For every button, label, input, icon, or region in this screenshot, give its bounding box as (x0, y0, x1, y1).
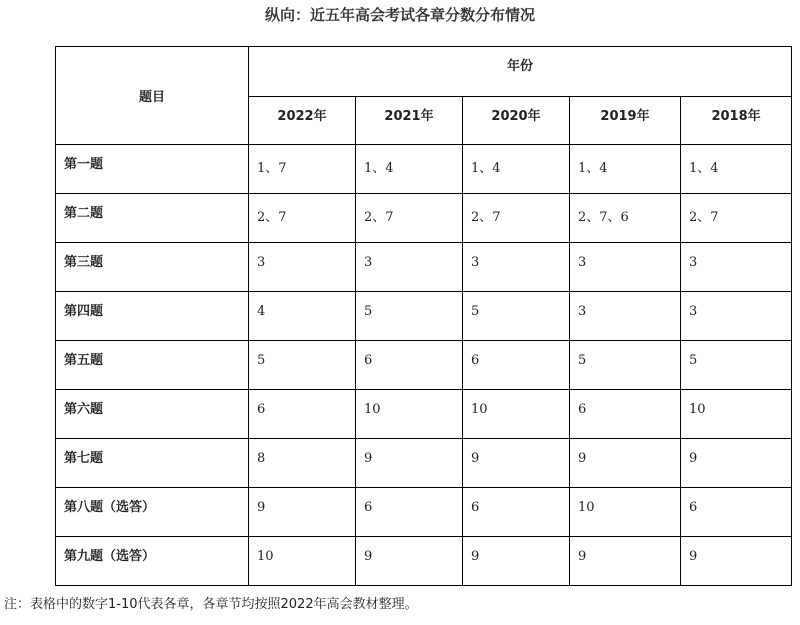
table-cell: 6 (570, 390, 681, 439)
table-cell: 2、7 (356, 194, 463, 243)
question-name: 第四题 (56, 292, 249, 341)
header-question (56, 47, 249, 145)
question-name: 第六题 (56, 390, 249, 439)
table-row (56, 488, 792, 537)
page-title: 纵向：近五年高会考试各章分数分布情况 (264, 6, 535, 24)
table-cell: 2、7 (681, 194, 792, 243)
table-cell: 9 (463, 439, 570, 488)
table-row (56, 439, 792, 488)
question-name: 第七题 (56, 439, 249, 488)
table-row (56, 194, 792, 243)
table-cell: 9 (681, 439, 792, 488)
header-year: 2018年 (681, 97, 792, 145)
header-year: 2019年 (570, 97, 681, 145)
table-cell: 3 (570, 292, 681, 341)
table-cell: 3 (356, 243, 463, 292)
table-cell: 5 (249, 341, 356, 390)
table-cell: 1、4 (570, 145, 681, 194)
table-cell: 2、7 (463, 194, 570, 243)
table-cell: 3 (249, 243, 356, 292)
table-cell: 6 (463, 488, 570, 537)
table-cell: 6 (463, 341, 570, 390)
table-cell: 6 (356, 341, 463, 390)
table-cell: 1、4 (463, 145, 570, 194)
table-row (56, 292, 792, 341)
table-cell: 9 (249, 488, 356, 537)
table-cell: 10 (570, 488, 681, 537)
table-cell: 9 (570, 439, 681, 488)
table-cell: 1、7 (249, 145, 356, 194)
table-cell: 8 (249, 439, 356, 488)
table-cell: 10 (463, 390, 570, 439)
table-row (56, 145, 792, 194)
question-name: 第三题 (56, 243, 249, 292)
header-year-group (249, 47, 792, 97)
table-cell: 9 (356, 439, 463, 488)
score-distribution-table (55, 46, 792, 586)
table-cell: 6 (681, 488, 792, 537)
table-row (56, 537, 792, 586)
table-cell: 2、7、6 (570, 194, 681, 243)
table-cell: 9 (463, 537, 570, 586)
table-cell: 10 (356, 390, 463, 439)
table-cell: 4 (249, 292, 356, 341)
header-year: 2021年 (356, 97, 463, 145)
table-cell: 3 (681, 292, 792, 341)
table-cell: 1、4 (681, 145, 792, 194)
table-cell: 10 (249, 537, 356, 586)
question-name: 第九题（选答） (56, 537, 249, 586)
table-cell: 5 (570, 341, 681, 390)
table-cell: 9 (356, 537, 463, 586)
header-year: 2020年 (463, 97, 570, 145)
question-name: 第一题 (56, 145, 249, 194)
question-name: 第二题 (56, 194, 249, 243)
table-cell: 6 (356, 488, 463, 537)
table-cell: 1、4 (356, 145, 463, 194)
table-row (56, 390, 792, 439)
table-cell: 5 (681, 341, 792, 390)
table-cell: 9 (681, 537, 792, 586)
table-cell: 5 (356, 292, 463, 341)
header-year: 2022年 (249, 97, 356, 145)
header-year-group-label: 年份 (507, 59, 534, 74)
table-cell: 3 (463, 243, 570, 292)
header-question-label: 题目 (138, 90, 165, 105)
table-cell: 10 (681, 390, 792, 439)
table-cell: 3 (570, 243, 681, 292)
table-row (56, 243, 792, 292)
question-name: 第五题 (56, 341, 249, 390)
table-cell: 5 (463, 292, 570, 341)
table-cell: 9 (570, 537, 681, 586)
table-cell: 2、7 (249, 194, 356, 243)
table-cell: 3 (681, 243, 792, 292)
question-name: 第八题（选答） (56, 488, 249, 537)
table-cell: 6 (249, 390, 356, 439)
table-row (56, 341, 792, 390)
footnote: 注：表格中的数字1-10代表各章，各章节均按照2022年高会教材整理。 (4, 597, 418, 612)
